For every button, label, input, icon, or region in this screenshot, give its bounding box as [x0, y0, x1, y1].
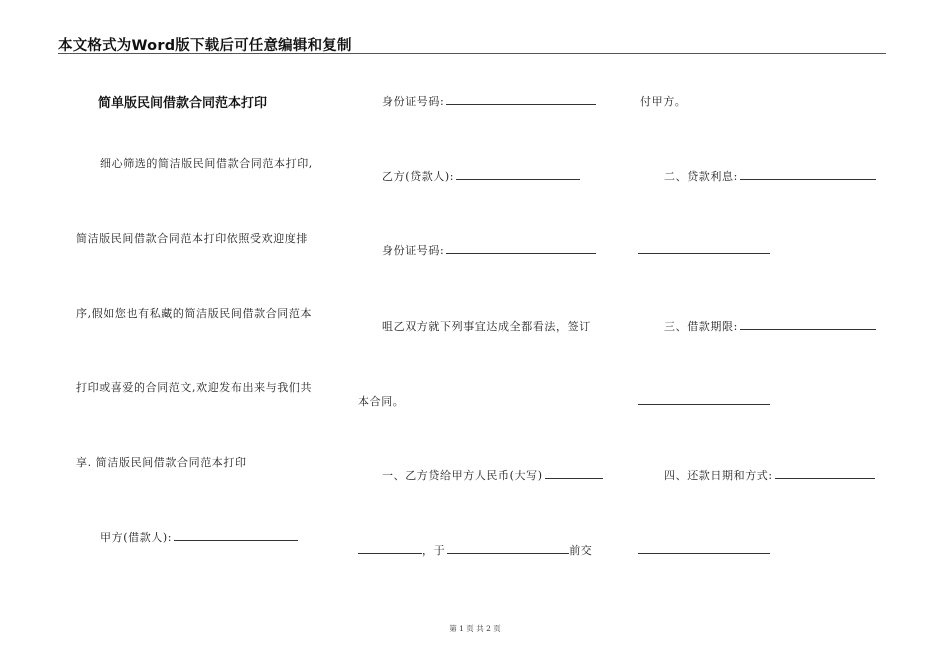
header-title: 本文格式为Word版下载后可任意编辑和复制 — [58, 38, 352, 54]
id-number-row-1 — [382, 93, 596, 109]
intro-line-1: 细心筛选的简洁版民间借款合同范本打印, — [100, 157, 313, 170]
id-number-label-2: 身份证号码: — [382, 244, 445, 257]
party-a-label: 甲方(借款人): — [100, 531, 173, 544]
clause-1-label: 一、乙方贷给甲方人民币(大写) — [382, 469, 543, 482]
intro-line-2: 简洁版民间借款合同范本打印依照受欢迎度排 — [76, 232, 308, 245]
clause-4-blank — [775, 467, 875, 479]
party-b-blank — [456, 168, 580, 180]
clause-1-cont-a: ，于 — [422, 544, 446, 557]
clause-3-blank-line — [638, 393, 770, 408]
id-number-row-2 — [382, 242, 596, 258]
clause-2-blank — [740, 168, 876, 180]
intro-line-5: 享. 简洁版民间借款合同范本打印 — [76, 456, 247, 469]
pay-party-a: 付甲方。 — [640, 95, 687, 108]
clause-3-blank — [740, 318, 876, 330]
agreement-line-2: 本合同。 — [358, 395, 405, 408]
clause-1-blank-2 — [358, 542, 422, 554]
clause-4-label: 四、还款日期和方式: — [664, 469, 773, 482]
party-b-row — [382, 168, 580, 184]
agreement-line-1: 咀乙双方就下列事宜达成全都看法，签订 — [382, 320, 591, 333]
clause-3-row — [664, 318, 876, 334]
clause-4-blank-line — [638, 542, 770, 557]
intro-line-3: 序,假如您也有私藏的简洁版民间借款合同范本 — [76, 307, 313, 320]
id-number-label-1: 身份证号码: — [382, 95, 445, 108]
header-rule — [58, 53, 886, 54]
party-a-blank — [174, 529, 298, 541]
intro-line-4: 打印或喜爱的合同范文,欢迎发布出来与我们共 — [76, 381, 313, 394]
clause-1-blank — [545, 467, 603, 479]
clause-2-row — [664, 168, 876, 184]
party-a-row — [100, 529, 298, 545]
page-footer: 第 1 页 共 2 页 — [449, 624, 501, 633]
clause-4-row — [664, 467, 875, 483]
id-number-blank-2 — [446, 242, 596, 254]
clause-2-label: 二、贷款利息: — [664, 170, 738, 183]
clause-1-cont-b: 前交 — [569, 544, 593, 557]
clause-1-cont-row — [358, 542, 592, 558]
id-number-blank-1 — [446, 93, 596, 105]
clause-1-row — [382, 467, 603, 483]
document-title: 简单版民间借款合同范本打印 — [98, 96, 268, 111]
clause-1-blank-3 — [447, 542, 569, 554]
clause-3-label: 三、借款期限: — [664, 320, 738, 333]
clause-2-blank-line — [638, 242, 770, 257]
party-b-label: 乙方(贷款人): — [382, 170, 455, 183]
